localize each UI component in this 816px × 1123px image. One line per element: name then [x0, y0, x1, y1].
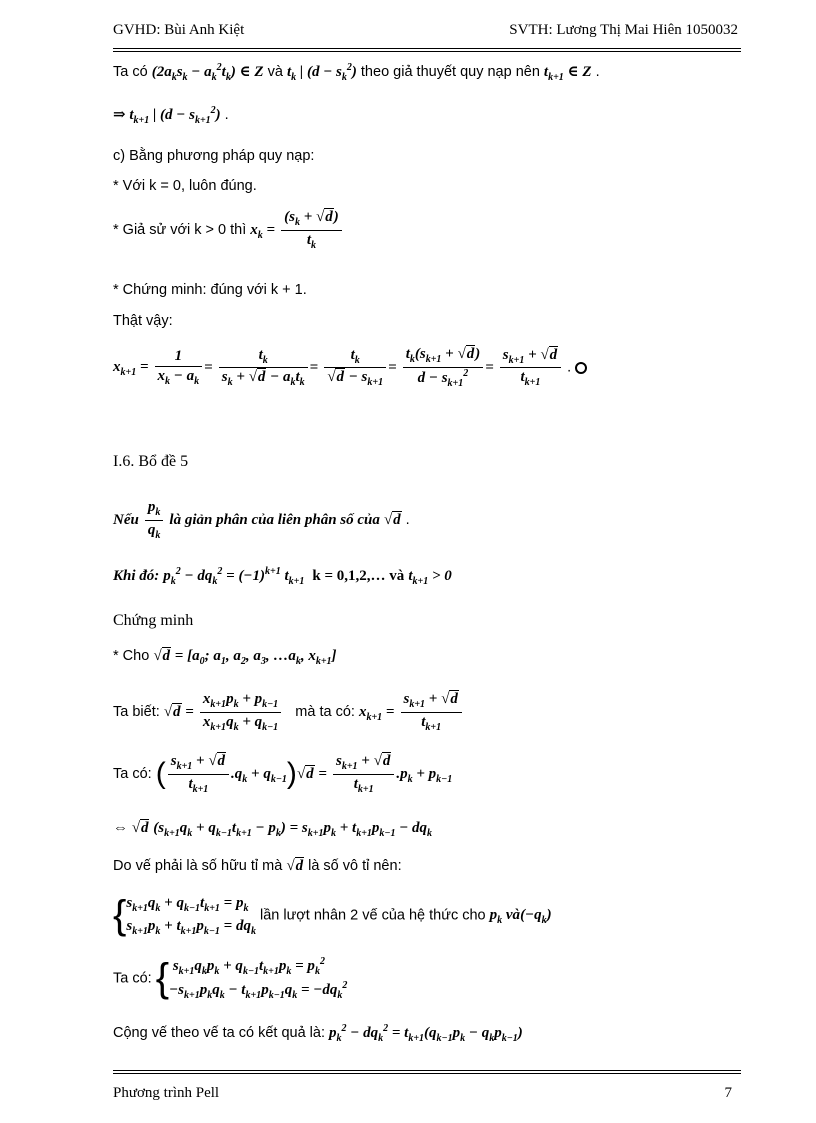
part-c-intro: c) Bằng phương pháp quy nạp: [113, 148, 315, 164]
rational-irrational-line: Do vế phải là số hữu tỉ mà √d là số vô tỉ nên: [113, 858, 402, 874]
substitution-line: Ta có: ( $\frac{s_{k+1} + √d}{t_{k+1}}$ $.q_k + q_{k-1})√d$ = $\frac{s_{k+1} + √d}{t_{k+1}}$ $.p_k + p_{k-1}$ [113, 753, 453, 795]
assumption-line: * Giả sử với k > 0 thì $x_k$ = $\frac{(s_k + √d)}{t_k}$ [113, 208, 344, 252]
lemma-heading: I.6. Bổ đề 5 [113, 453, 189, 470]
footer-rule [113, 1070, 741, 1071]
system-line: { $s_{k+1}q_k + q_{k-1}t_{k+1} = p_k$ $s_{k+1}p_k + t_{k+1}p_{k-1} = dq_k$ lần lượt nhân 2 vế của hệ thức cho $p_k$ $và(-q_k)$ [113, 893, 552, 937]
line-implication: ⇒ $t_{k+1}$ | $(d - s_{k+1}^2)$ . [113, 105, 229, 126]
lemma-statement: Nếu $\frac{p_k}{q_k}$ là giản phân của liên phân số của √d . [113, 499, 410, 541]
header-rule [113, 48, 741, 49]
footer-title: Phương trình Pell [113, 1085, 220, 1101]
equation-chain: $x_{k+1}$ = $\frac{1}{x_k - a_k}$ = $\frac{t_k}{s_k + √d - a_kt_k}$ = $\frac{t_k}{√d - s_{k+1}}$ = $\frac{t_k(s_{k+1} + √d)}{d - s_{k+1}^2}$ = $\frac{s_{k+1} + √d}{t_{k+1}}$ . [113, 345, 587, 390]
lemma-conclusion: Khi đó: $p_k^2 - dq_k^2 = (-1)^{k+1}$ $t_{k+1}$ k = 0,1,2,… và $t_{k+1} > 0$ [113, 566, 452, 587]
result-line: Cộng vế theo vế ta có kết quả là: $p_k^2 - dq_k^2 = t_{k+1}(q_{k-1}p_k - q_kp_{k-1})$ [113, 1023, 523, 1044]
equivalence-line: ⇔ √d $(s_{k+1}q_k + q_{k-1}t_{k+1} - p_k) = s_{k+1}p_k + t_{k+1}p_{k-1} - dq_k$ [113, 820, 433, 839]
continued-fraction-line: * Cho $√d = [a_0$; $a_1$, $a_2$, $a_3$, $\dots a_k$, $x_{k+1}$] [113, 648, 337, 667]
footer-rule-2 [113, 1073, 741, 1074]
proof-heading: Chứng minh [113, 612, 194, 629]
page-number: 7 [724, 1085, 732, 1101]
end-proof-icon [575, 362, 587, 374]
header-rule-2 [113, 51, 741, 52]
base-case: * Với k = 0, luôn đúng. [113, 178, 257, 194]
header-advisor: GVHD: Bùi Anh Kiệt [113, 22, 245, 38]
header-student: SVTH: Lương Thị Mai Hiên 1050032 [509, 22, 738, 38]
indeed-line: Thật vậy: [113, 313, 173, 329]
prove-line: * Chứng minh: đúng với k + 1. [113, 282, 307, 298]
known-line: Ta biết: √d = $\frac{x_{k+1}p_k + p_{k-1}}{x_{k+1}q_k + q_{k-1}}$ mà ta có: $x_{k+1}$ = $\frac{s_{k+1} + √d}{t_{k+1}}$ [113, 690, 464, 734]
line-induction-step: Ta có $(2a_ks_k - a_k^2t_k)$ ∈ Z và $t_k$ | $(d - s_k^2)$ theo giả thuyết quy nạp nên $t_{k+1}$ ∈ Z . [113, 62, 600, 83]
system-line-2: Ta có: { $s_{k+1}q_kp_k + q_{k-1}t_{k+1}p_k = p_k^2$ $-s_{k+1}p_kq_k - t_{k+1}p_{k-1}q_k = -dq_k^2$ [113, 956, 348, 1001]
